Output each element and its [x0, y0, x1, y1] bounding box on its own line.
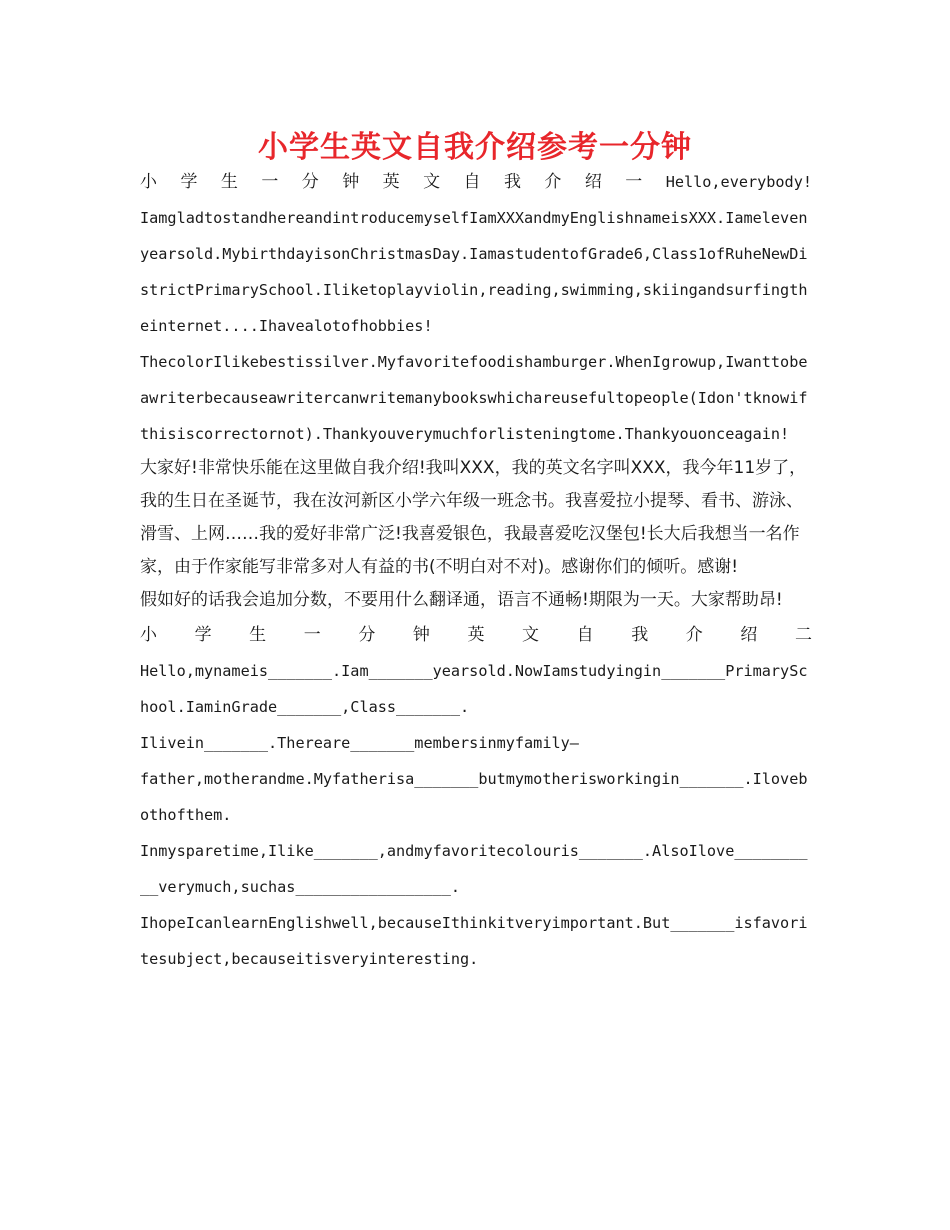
- paragraph: Inmysparetime,Ilike_______,andmyfavoritecolouris_______.AlsoIlove__________verymuch,suchas_________________.: [140, 842, 808, 896]
- heading-char: 学: [180, 172, 198, 192]
- heading-char: 二: [794, 625, 812, 645]
- heading-char: 生: [249, 625, 267, 645]
- section-heading-1: [140, 164, 812, 200]
- heading-char: 一: [303, 625, 321, 645]
- heading-char: 小: [140, 172, 157, 192]
- heading-char: 介: [544, 172, 562, 192]
- heading-char: 自: [576, 625, 594, 645]
- heading-greeting: Hello,everybody!: [665, 173, 812, 191]
- paragraph: IhopeIcanlearnEnglishwell,becauseIthinkitveryimportant.But_______isfavoritesubject,becauseitisveryinteresting.: [140, 914, 808, 968]
- heading-char: 一: [261, 172, 279, 192]
- paragraph: Ilivein_______.Thereare_______membersinmyfamily—: [140, 734, 579, 752]
- heading-char: 一: [625, 172, 643, 192]
- paragraph: 假如好的话我会追加分数，不要用什么翻译通，语言不通畅!期限为一天。大家帮助昂!: [140, 590, 783, 610]
- heading-char: 绍: [584, 172, 602, 192]
- document-body: [140, 164, 812, 977]
- paragraph: IamgladtostandhereandintroducemyselfIamXXXandmyEnglishnameisXXX.Iamelevenyearsold.MybirthdayisonChristmasDay.IamastudentofGrade6,Class1ofRuheNewDistrictPrimarySchool.Iliketoplayviolin,reading,swimming,skiingandsurfingtheinternet....Ihavealotofhobbies!: [140, 209, 808, 335]
- paragraph: Hello,mynameis_______.Iam_______yearsold.NowIamstudyingin_______PrimarySchool.IaminGrade_______,Class_______.: [140, 662, 808, 716]
- heading-char: 文: [423, 172, 441, 192]
- paragraph: ThecolorIlikebestissilver.Myfavoritefoodishamburger.WhenIgrowup,Iwanttobeawriterbecauseawritercanwritemanybookswhichareusefultopeople(Idon'tknowifthisiscorrectornot).Thankyouverymuchforlisteningtome.Thankyouonceagain!: [140, 353, 808, 443]
- page-title: 小学生英文自我介绍参考一分钟: [258, 130, 692, 165]
- heading-char: 介: [685, 625, 703, 645]
- section-heading-2: [140, 617, 812, 653]
- heading-char: 英: [382, 172, 400, 192]
- heading-char: 绍: [740, 625, 758, 645]
- heading-char: 自: [463, 172, 481, 192]
- heading-char: 英: [467, 625, 485, 645]
- heading-char: 小: [140, 625, 157, 645]
- heading-char: 学: [194, 625, 212, 645]
- heading-char: 钟: [412, 625, 430, 645]
- heading-char: 分: [301, 172, 319, 192]
- paragraph: father,motherandme.Myfatherisa_______butmymotherisworkingin_______.Ilovebothofthem.: [140, 770, 808, 824]
- paragraph: 大家好!非常快乐能在这里做自我介绍!我叫XXX，我的英文名字叫XXX，我今年11岁了，我的生日在圣诞节，我在汝河新区小学六年级一班念书。我喜爱拉小提琴、看书、游泳、滑雪、上网……我的爱好非常广泛!我喜爱银色，我最喜爱吃汉堡包!长大后我想当一名作家，由于作家能写非常多对人有益的书(不明白对不对)。感谢你们的倾听。感谢!: [140, 458, 807, 577]
- heading-char: 分: [358, 625, 376, 645]
- heading-char: 我: [503, 172, 521, 192]
- heading-char: 生: [220, 172, 238, 192]
- heading-char: 钟: [342, 172, 360, 192]
- heading-char: 我: [631, 625, 649, 645]
- heading-char: 文: [522, 625, 540, 645]
